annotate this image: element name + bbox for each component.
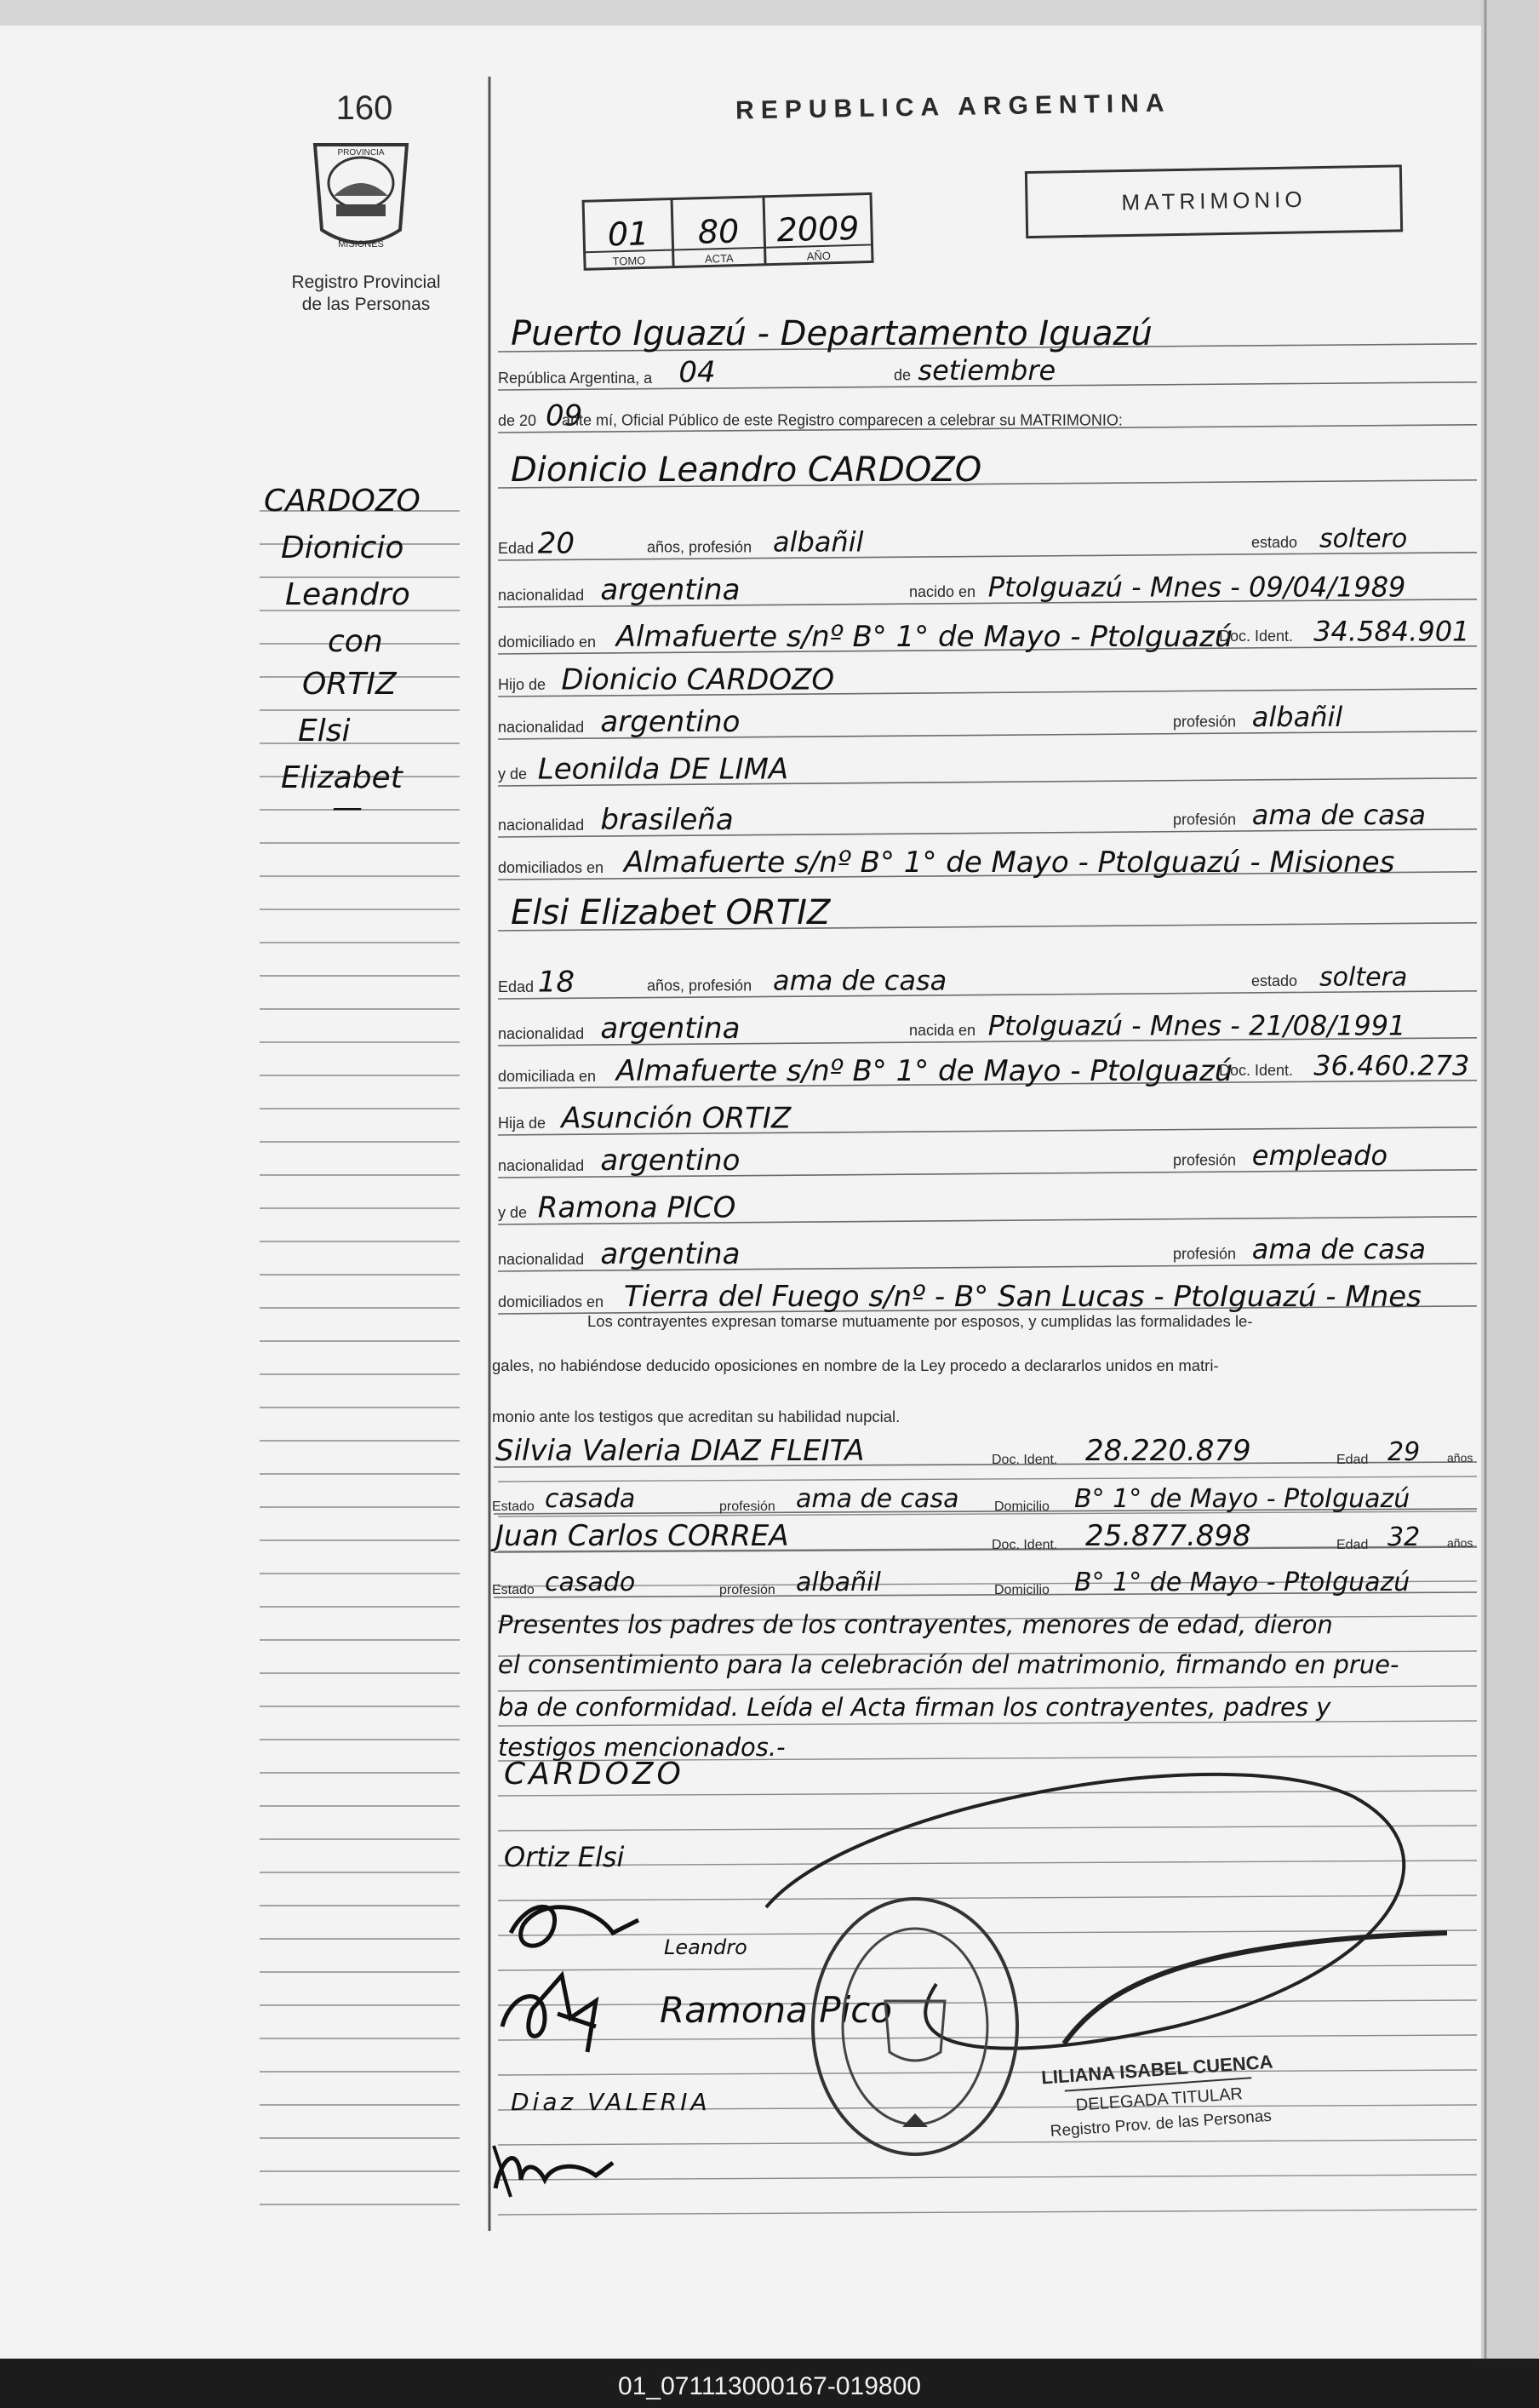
form-value: 18 (537, 965, 575, 1000)
signatures (494, 1757, 892, 2197)
form-label: nacionalidad (498, 587, 585, 604)
margin-note-word: Dionicio (281, 530, 404, 565)
footer-caption: 01_071113000167-019800 (618, 2372, 921, 2400)
witness-estado: casado (545, 1568, 636, 1597)
form-value: ama de casa (773, 964, 947, 997)
box-value: 01 (607, 215, 649, 254)
signature-ramona-pico: Ramona Pico (660, 1989, 893, 2031)
form-value: Ramona PICO (537, 1190, 736, 1225)
body-rule (498, 2210, 1477, 2215)
box-label: ACTA (704, 251, 734, 266)
form-value: 34.584.901 (1313, 615, 1470, 648)
form-line-text: Puerto Iguazú - Departamento Iguazú (511, 313, 1153, 353)
form-label: Hija de (498, 1115, 546, 1132)
legal-text (492, 1312, 1253, 1425)
form-value: Leonilda DE LIMA (537, 752, 789, 787)
form-value: PtoIguazú - Mnes - 21/08/1991 (987, 1009, 1406, 1042)
form-value: ama de casa (1251, 1232, 1427, 1265)
signature-diaz-valeria: Diaz VALERIA (511, 2088, 711, 2116)
signature-ortiz-elsi: Ortiz Elsi (504, 1841, 625, 1873)
witness-age-suffix: años (1447, 1536, 1473, 1550)
margin-note-word: — (332, 790, 363, 825)
margin-note-word: Elsi (298, 714, 351, 748)
margin-note-word: ORTIZ (302, 667, 397, 702)
record-type: MATRIMONIO (1121, 186, 1307, 215)
form-value: Almafuerte s/nº B° 1° de Mayo - PtoIguazú (615, 619, 1233, 654)
svg-text:MISIONES: MISIONES (338, 239, 384, 249)
provincial-seal (315, 145, 407, 249)
registry-line-2: de las Personas (301, 295, 431, 314)
form-value: soltero (1319, 524, 1408, 554)
form-label: años, profesión (647, 977, 752, 995)
note-line: Presentes los padres de los contrayentes, menores de edad, dieron (498, 1610, 1333, 1639)
form-label: profesión (1173, 1151, 1237, 1169)
form-label: nacido en (909, 583, 976, 601)
body-rule (498, 1860, 1477, 1866)
page-number: 160 (335, 89, 393, 127)
form-label: ante mí, Oficial Público de este Registro comparecen a celebrar su MATRIMONIO: (562, 411, 1123, 429)
margin-note-word: Elizabet (281, 760, 403, 795)
witness-name: Juan Carlos CORREA (495, 1519, 789, 1553)
witness-age: 32 (1387, 1522, 1421, 1552)
signature-leandro: Leandro (664, 1935, 747, 1959)
box-value: 2009 (776, 209, 860, 249)
form-value: argentina (600, 573, 741, 607)
witness-estado-label: Estado (492, 1583, 535, 1597)
body-rule (498, 1686, 1477, 1691)
witness-age-label: Edad (1336, 1453, 1369, 1467)
legal-line: gales, no habiéndose deducido oposiciones en nombre de la Ley procedo a declararlos unidos en matri- (492, 1356, 1219, 1374)
margin-note-word: Leandro (285, 577, 410, 612)
official-stamp (1041, 2051, 1278, 2141)
form-label: Doc. Ident. (1219, 628, 1294, 645)
body-rule (498, 2070, 1477, 2075)
form-label: de 20 (498, 412, 537, 429)
form-label: nacionalidad (498, 719, 585, 736)
form-label: estado (1251, 972, 1298, 989)
record-number-boxes (583, 193, 872, 269)
form-label: y de (498, 765, 528, 783)
country-title: REPUBLICA ARGENTINA (735, 89, 1171, 125)
form-value: soltera (1319, 962, 1408, 993)
form-label: nacionalidad (498, 817, 585, 834)
witness-prof-label: profesión (719, 1499, 775, 1514)
body-rule (498, 1826, 1477, 1831)
form-line-text: Elsi Elizabet ORTIZ (511, 892, 831, 932)
form-value: 20 (537, 526, 575, 561)
witness-dom: B° 1° de Mayo - PtoIguazú (1074, 1568, 1410, 1597)
box-value: 80 (697, 212, 740, 251)
body-rule (498, 2140, 1477, 2145)
form-value: ama de casa (1251, 798, 1427, 831)
margin-note-word: con (328, 624, 383, 659)
form-label: Doc. Ident. (1219, 1062, 1294, 1080)
witness-doc: 25.877.898 (1085, 1519, 1251, 1553)
witness-estado-label: Estado (492, 1499, 535, 1514)
form-value: empleado (1251, 1138, 1388, 1172)
form-value: setiembre (918, 354, 1056, 387)
official-role: DELEGADA TITULAR (1075, 2084, 1244, 2115)
registry-line-1: Registro Provincial (291, 272, 441, 292)
witness-doc-label: Doc. Ident. (992, 1538, 1058, 1552)
form-value: Tierra del Fuego s/nº - B° San Lucas - PtoIguazú - Mnes (624, 1279, 1422, 1314)
form-value: 04 (678, 355, 716, 390)
witness-age-label: Edad (1336, 1538, 1369, 1552)
form-value: Almafuerte s/nº B° 1° de Mayo - PtoIguazú - Misiones (624, 845, 1395, 880)
form-label: y de (498, 1204, 528, 1221)
margin-note-word: CARDOZO (264, 484, 421, 519)
form-label: nacionalidad (498, 1025, 585, 1042)
legal-line: monio ante los testigos que acreditan su habilidad nupcial. (492, 1408, 901, 1425)
form-value: argentino (600, 705, 741, 739)
form-label: estado (1251, 533, 1298, 551)
form-value: albañil (773, 525, 864, 559)
body-rule (498, 2175, 1477, 2180)
witness-prof-label: profesión (719, 1583, 775, 1597)
record-type-box (1026, 166, 1401, 238)
witness-dom-label: Domicilio (994, 1499, 1050, 1514)
svg-text:PROVINCIA: PROVINCIA (337, 148, 385, 158)
form-value: argentino (600, 1144, 741, 1178)
witness-name: Silvia Valeria DIAZ FLEITA (495, 1434, 865, 1468)
form-label: años, profesión (647, 538, 752, 556)
form-line-text: Dionicio Leandro CARDOZO (511, 450, 982, 490)
form-value: PtoIguazú - Mnes - 09/04/1989 (987, 570, 1406, 604)
form-label: nacionalidad (498, 1251, 585, 1268)
form-value: Dionicio CARDOZO (561, 662, 835, 697)
form-body (498, 314, 1477, 1314)
witness-estado: casada (545, 1484, 636, 1514)
form-value: 09 (546, 398, 583, 433)
official-registry: Registro Prov. de las Personas (1050, 2107, 1273, 2141)
form-value: brasileña (600, 803, 734, 837)
box-label: TOMO (612, 254, 646, 268)
witness-dom: B° 1° de Mayo - PtoIguazú (1074, 1484, 1410, 1514)
form-value: 36.460.273 (1313, 1049, 1470, 1082)
form-label: domiciliado en (498, 634, 597, 651)
official-round-seal (813, 1899, 1017, 2154)
legal-line: Los contrayentes expresan tomarse mutuamente por esposos, y cumplidas las formalidades le- (587, 1312, 1253, 1330)
form-label: domiciliados en (498, 1293, 604, 1310)
note-line: ba de conformidad. Leída el Acta firman los contrayentes, padres y (498, 1693, 1331, 1722)
signature-cardozo: CARDOZO (504, 1757, 684, 1792)
form-value: Asunción ORTIZ (561, 1101, 792, 1136)
body-rule (498, 2000, 1477, 2005)
form-label: Edad (498, 540, 535, 557)
form-value: argentina (600, 1237, 741, 1271)
form-label: domiciliados en (498, 859, 604, 876)
handwritten-notes (498, 1610, 1399, 1762)
form-label: de (894, 366, 912, 384)
form-label: profesión (1173, 713, 1237, 731)
witness-age-suffix: años (1447, 1451, 1473, 1465)
form-value: argentina (600, 1012, 741, 1046)
witness-age: 29 (1387, 1437, 1421, 1467)
form-value: Almafuerte s/nº B° 1° de Mayo - PtoIguazú (615, 1053, 1233, 1088)
official-name: LILIANA ISABEL CUENCA (1040, 2050, 1274, 2089)
witness-dom-label: Domicilio (994, 1583, 1050, 1597)
form-label: nacida en (909, 1022, 976, 1040)
box-label: AÑO (806, 249, 832, 263)
note-line: el consentimiento para la celebración del matrimonio, firmando en prue- (498, 1650, 1399, 1679)
form-label: Hijo de (498, 676, 546, 693)
body-rule (498, 1895, 1477, 1901)
witness-doc-label: Doc. Ident. (992, 1453, 1058, 1467)
form-label: nacionalidad (498, 1157, 585, 1174)
form-label: profesión (1173, 1245, 1237, 1263)
witness-prof: ama de casa (796, 1484, 959, 1514)
form-label: profesión (1173, 811, 1237, 828)
witness-prof: albañil (796, 1568, 881, 1597)
form-label: Edad (498, 978, 535, 995)
form-value: albañil (1251, 700, 1343, 733)
note-line: testigos mencionados.- (498, 1733, 786, 1762)
witness-doc: 28.220.879 (1085, 1434, 1251, 1468)
body-rule (498, 1476, 1477, 1482)
form-label: domiciliada en (498, 1068, 597, 1085)
margin-note (264, 484, 421, 825)
form-label: República Argentina, a (498, 370, 653, 387)
